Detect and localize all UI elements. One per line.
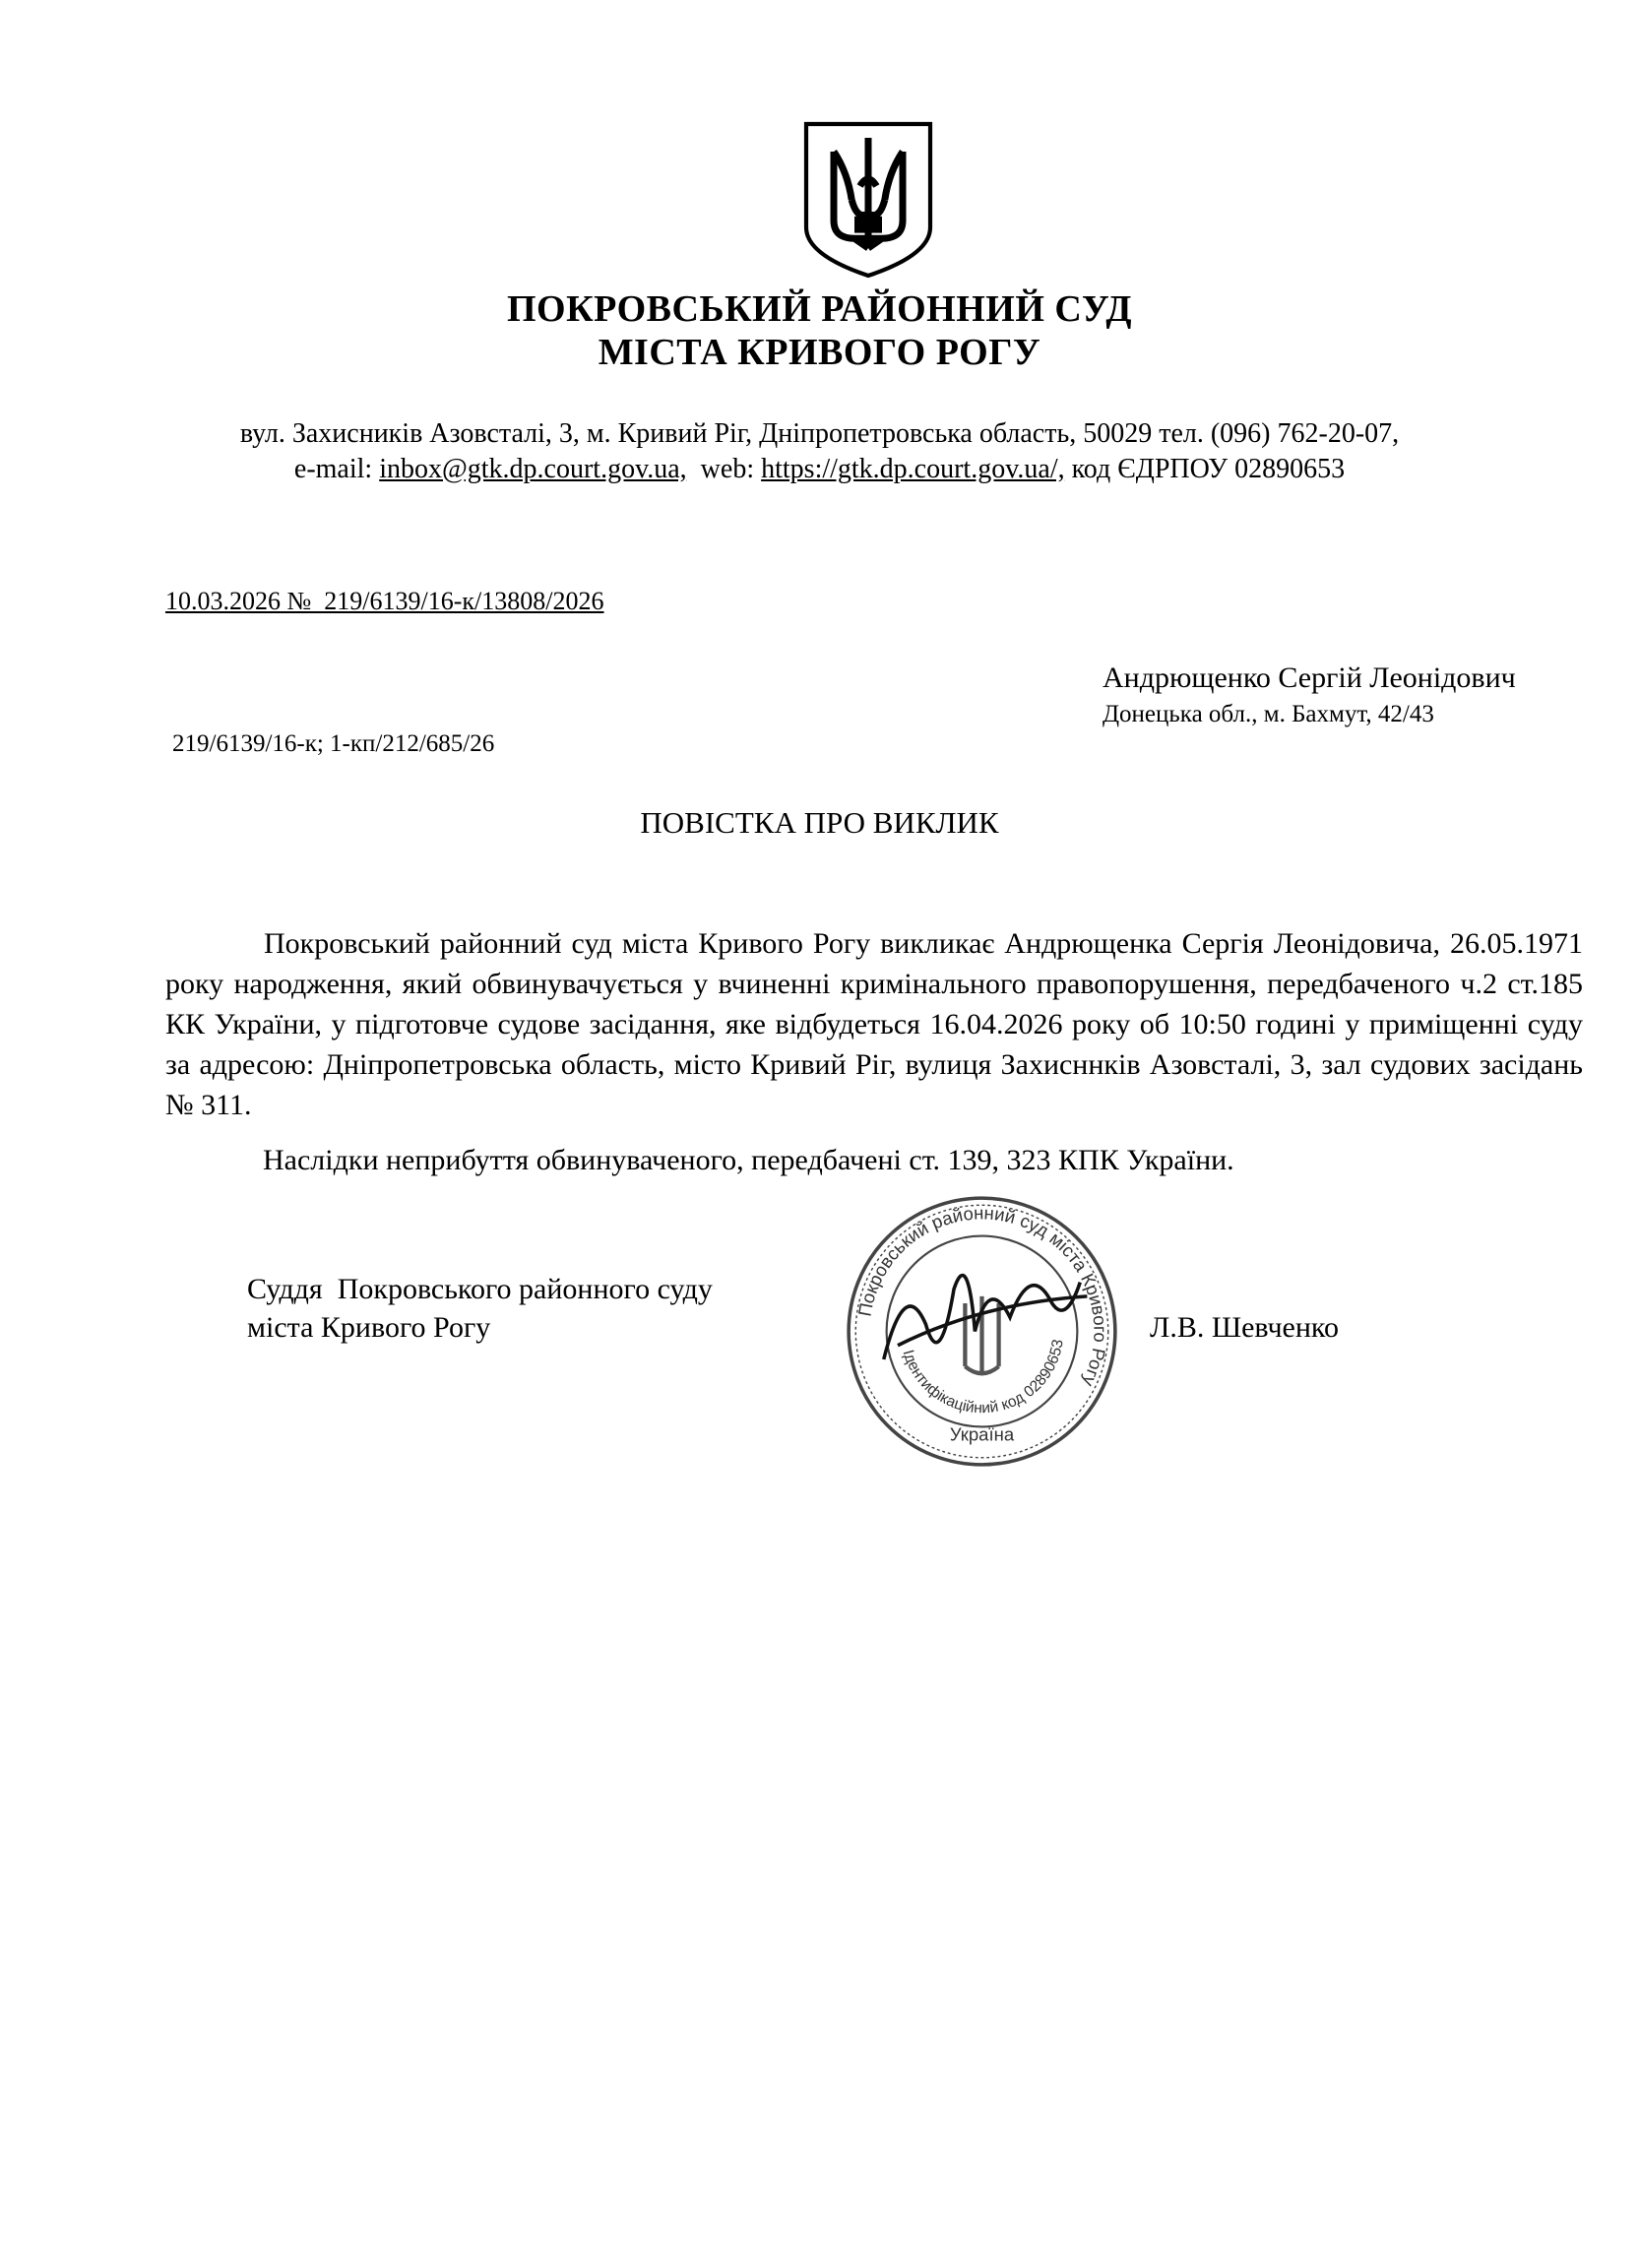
judge-title (247, 1270, 713, 1347)
consequences-text: Наслідки неприбуття обвинуваченого, передбачені ст. 139, 323 КПК України. (263, 1144, 1234, 1176)
document-title: ПОВІСТКА ПРО ВИКЛИК (640, 805, 999, 840)
email-label: e-mail: (293, 454, 380, 484)
coat-of-arms-icon (799, 116, 937, 284)
outgoing-date-number: 10.03.2026 № 219/6139/16-к/13808/2026 (165, 587, 604, 615)
judge-title-line1: Суддя Покровського районного суду (247, 1273, 713, 1305)
court-address: вул. Захисників Азовсталі, 3, м. Кривий Ріг, Дніпропетровська область, 50029 тел. (096) 762-20-07, (239, 418, 1400, 449)
case-reference: 219/6139/16-к; 1-кп/212/685/26 (172, 730, 495, 757)
stamp-outer-text: Покровський районний суд міста Кривого Рогу (853, 1202, 1111, 1390)
judge-title-line2: міста Кривого Рогу (247, 1311, 491, 1344)
court-name-line1: ПОКРОВСЬКИЙ РАЙОННИЙ СУД (506, 288, 1133, 330)
court-seal-stamp (842, 1191, 1122, 1472)
judge-name: Л.В. Шевченко (1150, 1311, 1339, 1344)
edrpou-code: код ЄДРПОУ 02890653 (1064, 454, 1346, 484)
recipient-name: Андрющенко Сергій Леонідович (1103, 662, 1516, 694)
summons-body: Покровський районний суд міста Кривого Рогу викликає Андрющенка Сергія Леонідовича, 26.05.1971 року народження, який обвинувачується у вчиненні кримінального правопорушення, передбаченого ч.2 ст.185 КК України, у підготовче судове засідання, яке відбудеться 16.04.2026 року об 10:50 годині у приміщенні суду за адресою: Дніпропетровська область, місто Кривий Ріг, вулиця Захисннків Азовсталі, 3, зал судових засідань № 311. (165, 927, 1583, 1121)
web-link[interactable]: https://gtk.dp.court.gov.ua/, (761, 454, 1065, 484)
email-link[interactable]: inbox@gtk.dp.court.gov.ua, (379, 454, 687, 484)
stamp-bottom-text: Україна (949, 1423, 1015, 1445)
web-label: web: (686, 454, 762, 484)
court-contacts (0, 454, 1639, 485)
recipient-address: Донецька обл., м. Бахмут, 42/43 (1103, 701, 1434, 727)
stamp-inner-text: Ідентифікаційний код 02890653 (899, 1338, 1067, 1418)
court-name-line2: МІСТА КРИВОГО РОГУ (598, 332, 1041, 373)
